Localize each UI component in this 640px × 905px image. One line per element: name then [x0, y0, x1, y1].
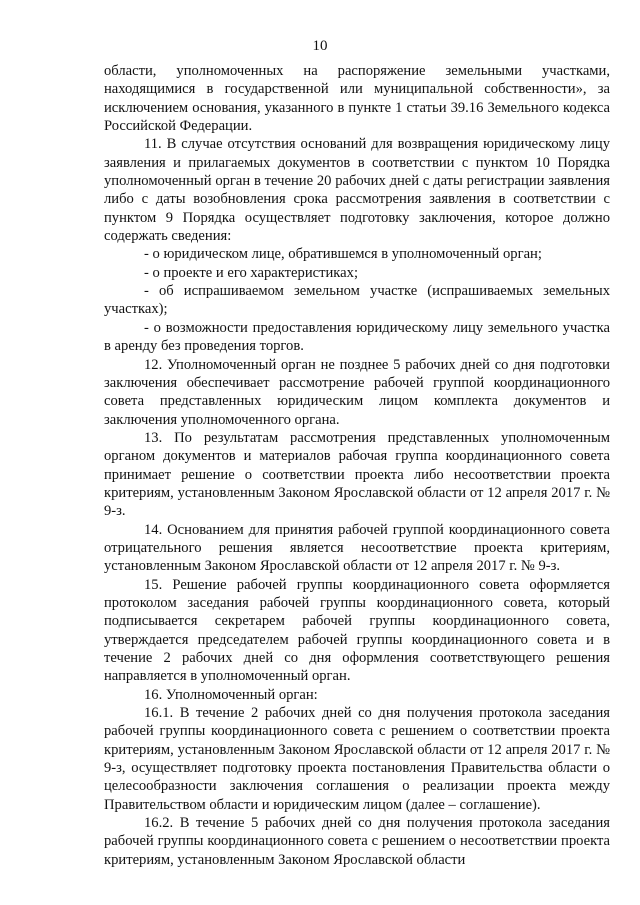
document-body: [104, 62, 610, 869]
list-item-land-plot: - об испрашиваемом земельном участке (испрашиваемых земельных участках);: [104, 283, 610, 318]
page-number: 10: [312, 38, 328, 54]
list-item-legal-entity: - о юридическом лице, обратившемся в уполномоченный орган;: [144, 246, 542, 263]
paragraph-item-11: 11. В случае отсутствия оснований для возвращения юридическому лицу заявления и прилагаемых документов в соответствии с пунктом 10 Порядка уполномоченный орган в течение 20 рабочих дней с даты регистрации заявления либо с даты возобновления срока рассмотрения заявления в соответствии с пунктом 9 Порядка осуществляет подготовку заключения, которое должно содержать сведения:: [104, 136, 610, 245]
paragraph-item-15: 15. Решение рабочей группы координационного совета оформляется протоколом заседания рабочей группы координационного совета, который подписывается секретарем рабочей группы координационного совета, утверждается председателем рабочей группы координационного совета и в течение 2 рабочих дней со дня оформления соответствующего решения направляется в уполномоченный орган.: [104, 576, 610, 685]
list-item-lease-possibility: - о возможности предоставления юридическому лицу земельного участка в аренду без проведения торгов.: [104, 319, 610, 355]
paragraph-continuation: области, уполномоченных на распоряжение земельными участками, находящимися в государственной или муниципальной собственности», за исключением основания, указанного в пункте 1 статьи 39.16 Земельного кодекса Российской Федерации.: [104, 63, 610, 135]
paragraph-item-16: 16. Уполномоченный орган:: [144, 686, 318, 703]
paragraph-item-16-1: 16.1. В течение 2 рабочих дней со дня получения протокола заседания рабочей группы координационного совета с решением о соответствии проекта критериям, установленным Законом Ярославской области от 12 апреля 2017 г. № 9-з, осуществляет подготовку проекта постановления Правительства области о целесообразности заключения соглашения о реализации проекта между Правительством области и юридическим лицом (далее – соглашение).: [104, 705, 610, 813]
paragraph-item-12: 12. Уполномоченный орган не позднее 5 рабочих дней со дня подготовки заключения обеспечивает рассмотрение рабочей группой координационного совета представленных юридическим лицом комплекта документов и заключения уполномоченного органа.: [104, 356, 610, 428]
list-item-project: - о проекте и его характеристиках;: [144, 264, 358, 281]
paragraph-item-14: 14. Основанием для принятия рабочей группой координационного совета отрицательного решения является несоответствие проекта критериям, установленным Законом Ярославской области от 12 апреля 2017 г. № 9-з.: [104, 521, 610, 575]
paragraph-item-13: 13. По результатам рассмотрения представленных уполномоченным органом документов и материалов рабочая группа координационного совета принимает решение о соответствии проекта либо несоответствии проекта критериям, установленным Законом Ярославской области от 12 апреля 2017 г. № 9-з.: [104, 429, 610, 520]
paragraph-item-16-2: 16.2. В течение 5 рабочих дней со дня получения протокола заседания рабочей группы координационного совета с решением о несоответствии проекта критериям, установленным Законом Ярославской области: [104, 815, 610, 868]
